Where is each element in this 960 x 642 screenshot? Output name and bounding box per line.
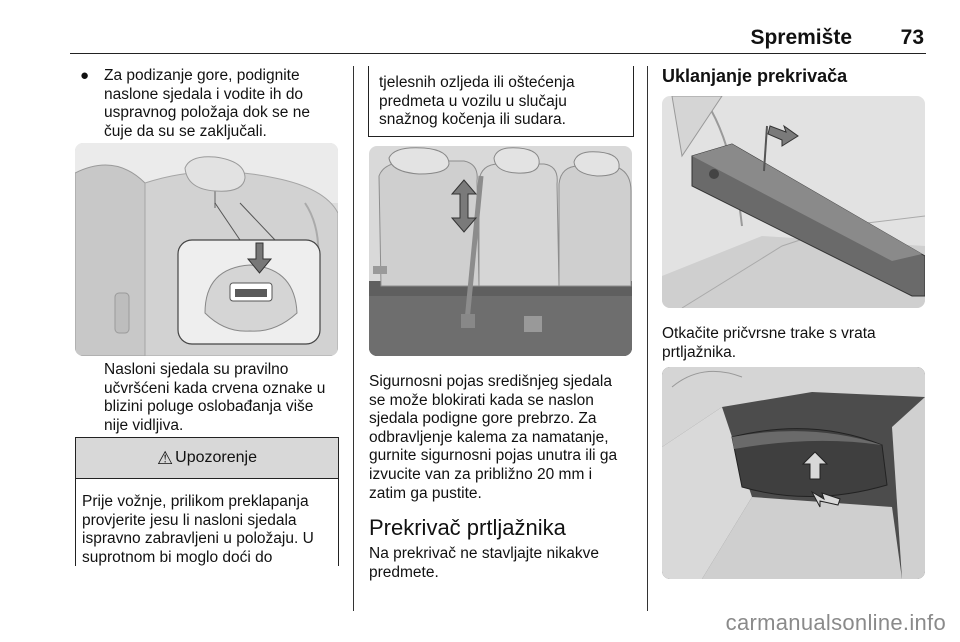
illustration-center-seat-belt (369, 146, 632, 356)
illustration-tailgate-strap (662, 96, 925, 308)
illustration-seat-backrest-lock (75, 143, 338, 356)
illustration-cargo-cover (662, 367, 925, 579)
warning-title: Upozorenje (175, 449, 257, 466)
bullet-marker: ● (80, 67, 90, 84)
caption-backrest-lock: Nasloni sjedala su pravilno učvršćeni kada crvena oznake u blizini poluge oslobađanja više nije vidljiva. (104, 361, 326, 434)
warning-header (76, 438, 338, 479)
subheading-remove-cover: Uklanjanje prekrivača (662, 66, 848, 86)
paragraph-center-belt: Sigurnosni pojas središnjeg sjedala se može blokirati kada se naslon sjedala podigne gore prebrzo. Za odbravljenje kalema za namatanje, gurnite sigurnosni pojas unutra ili ga izvucite van za približno 20 mm i zatim ga pustite. (369, 373, 618, 502)
warning-box (75, 437, 339, 566)
bullet-text: Za podizanje gore, podignite naslone sjedala i vodite ih do uspravnog položaja dok se ne čuje da su se zaključali. (104, 67, 310, 140)
warning-triangle-icon: ⚠ (157, 447, 174, 468)
warning-box-continued: tjelesnih ozljeda ili oštećenja predmeta u vozilu u slučaju snažnog kočenja ili sudara. (368, 66, 634, 137)
column-divider-2 (647, 66, 648, 611)
page-number: 73 (900, 26, 924, 49)
watermark: carmanualsonline.info (725, 610, 946, 635)
column-divider-1 (353, 66, 354, 611)
header-rule (70, 53, 926, 54)
warning-body: Prije vožnje, prilikom preklapanja provjerite jesu li nasloni sjedala ispravno zabravljeni u položaju. U suprotnom bi moglo doći do (82, 493, 314, 566)
page-title: Spremište (750, 26, 852, 49)
section-heading-load-cover: Prekrivač prtljažnika (369, 515, 566, 540)
caption-tailgate-strap: Otkačite pričvrsne trake s vrata prtljažnika. (662, 325, 876, 361)
paragraph-load-cover: Na prekrivač ne stavljajte nikakve predmete. (369, 545, 600, 581)
